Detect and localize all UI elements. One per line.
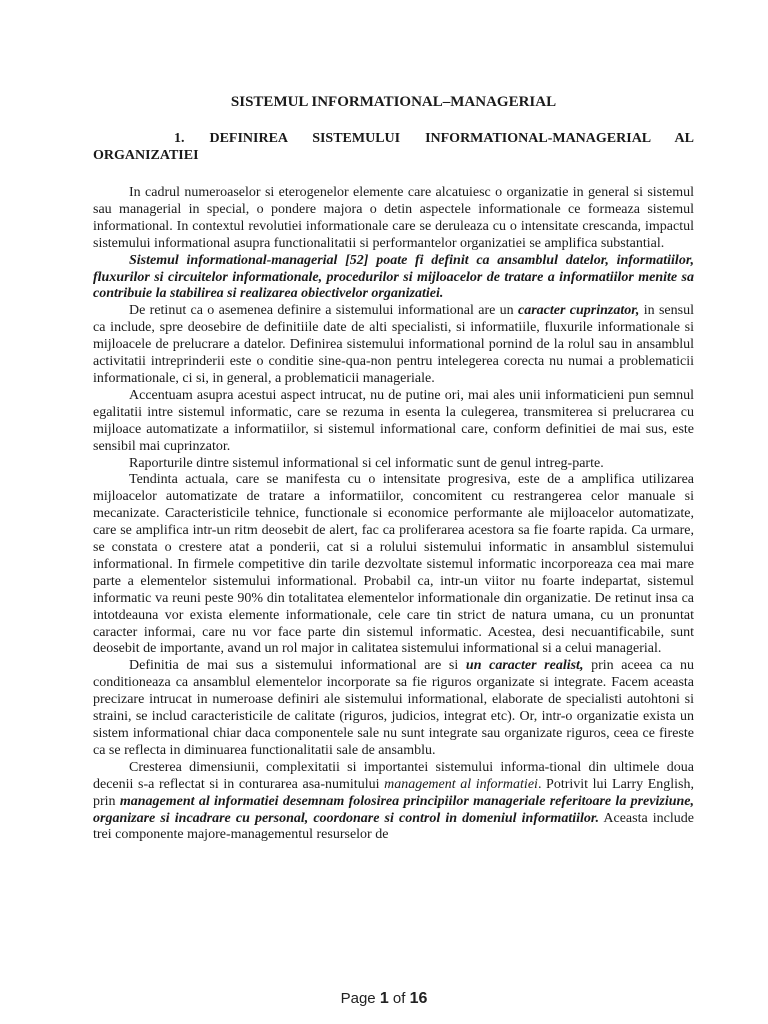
text-run: Definitia de mai sus a sistemului informational are si <box>129 658 466 674</box>
text-run: De retinut ca o asemenea definire a sistemului informational are un <box>129 303 519 319</box>
page-total: 16 <box>409 990 428 1007</box>
paragraph-intro: In cadrul numeroaselor si eterogenelor elemente care alcatuiesc o organizatie in general si sistemul sau managerial in special, o pondere majora o detin aspectele informationale ce formeaza sistemul informational. In contextul revolutiei informationale care se deruleaza cu o intensitate crescanda, impactul sistemului informational asupra functionalitatii si performantelor organizatiei se amplifica substantial. <box>93 185 694 251</box>
of-label: of <box>392 990 406 1007</box>
paragraph-caracter-realist <box>93 658 694 759</box>
section-heading <box>93 131 694 165</box>
emphasis-run: un caracter realist, <box>465 658 584 674</box>
section-heading-text: 1. DEFINIREA SISTEMULUI INFORMATIONAL-MANAGERIAL AL ORGANIZATIEI <box>93 131 694 163</box>
emphasis-run: management al informatiei desemnam folosirea principiilor manageriale referitoare la previziune, organizare si incadrare cu personal, coordonare si control in domeniul informatiilor. <box>93 793 694 826</box>
text-run: . Potrivit lui Larry English, prin <box>93 776 694 809</box>
document-title: SISTEMUL INFORMATIONAL–MANAGERIAL <box>230 94 557 110</box>
emphasis-run: caracter cuprinzator, <box>518 303 640 319</box>
text-run: in sensul ca include, spre deosebire de definitiile date de alti specialisti, si informatiile, fluxurile informationale si mijloacele de prelucrare a datelor. Definirea sistemului informational pornind de la rolul sau in ansamblul activitatii intreprinderii este o conditie sine-qua-non pentru intelegerea corecta nu numai a problematicii informationale, ci si, in general, a problematicii manageriale. <box>93 303 694 386</box>
text-run: Cresterea dimensiunii, complexitatii si importantei sistemului informa-tional din ultimele doua decenii s-a reflectat si in conturarea asa-numitului <box>93 759 694 792</box>
paragraph-management-informatiei <box>93 760 694 845</box>
paragraph-tendinta: Tendinta actuala, care se manifesta cu o intensitate progresiva, este de a amplifica utilizarea mijloacelor automatizate de tratare a informatiilor, concomitent cu restrangerea celor manuale si mecanizate. Caracteristicile tehnice, functionale si economice performante ale mijloacelor automatizate, care se amplifica intr-un ritm deosebit de alert, fac ca proliferarea acestora sa fie foarte rapida. Ca urmare, se constata o crestere atat a ponderii, cat si a rolului sistemului informatic in ansamblul sistemului informational. In firmele competitive din tarile dezvoltate sistemul informatic incorporeaza cea mai mare parte a elementelor sistemului informational. Probabil ca, intr-un viitor nu foarte indepartat, sistemul informatic va reuni peste 90% din totalitatea elementelor informationale din organizatie. De retinut insa ca intotdeauna vor exista elemente informationale, cele care tin strict de natura umana, cu un pronuntat caracter informai, care nu vor face parte din sistemul informatic. Acestea, desi necuantificabile, sunt deosebit de importante, avand un rol major in calitatea sistemului informational si a celui managerial. <box>93 472 694 657</box>
paragraph-accentuam: Accentuam asupra acestui aspect intrucat, nu de putine ori, mai ales unii informaticieni pun semnul egalitatii intre sistemul informatic, care se rezuma in esenta la culegerea, transmiterea si prelucrarea cu mijloace automatizate a informatiilor, si sistemul informational care, conform definitiei de mai sus, este sensibil mai cuprinzator. <box>93 387 694 454</box>
text-run: Aceasta include trei componente majore-managementul resurselor de <box>93 810 694 843</box>
text-run: prin aceea ca nu conditioneaza ca ansamblul elementelor incorporate sa fie riguros organizate si integrate. Facem aceasta precizare intrucat in numeroase definiri ale sistemului informational, elaborate de specialisti autohtoni si straini, se includ caracteristicile de calitate (riguros, judicios, integrat etc). Or, intr-o organizatie exista un sistem informational chiar daca componentele sale nu sunt integrate sau organizate riguros, ceea ce fireste ca se reflecta in diminuarea functionalitatii sale de ansamblu. <box>93 658 695 758</box>
italic-run: management al informatiei <box>384 776 538 792</box>
page-number: 1 <box>379 990 389 1007</box>
paragraph-caracter-cuprinzator <box>93 303 694 388</box>
document-body <box>93 185 694 844</box>
paragraph-definition: Sistemul informational-managerial [52] poate fi definit ca ansamblul datelor, informatiilor, fluxurilor si circuitelor informationale, procedurilor si mijloacelor de tratare a informatiilor menite sa contribuie la stabilirea si realizarea obiectivelor organizatiei. <box>93 252 694 302</box>
page-label: Page <box>340 990 376 1007</box>
paragraph-raporturile: Raporturile dintre sistemul informational si cel informatic sunt de genul intreg-parte. <box>129 455 604 471</box>
page-footer <box>0 990 768 1008</box>
